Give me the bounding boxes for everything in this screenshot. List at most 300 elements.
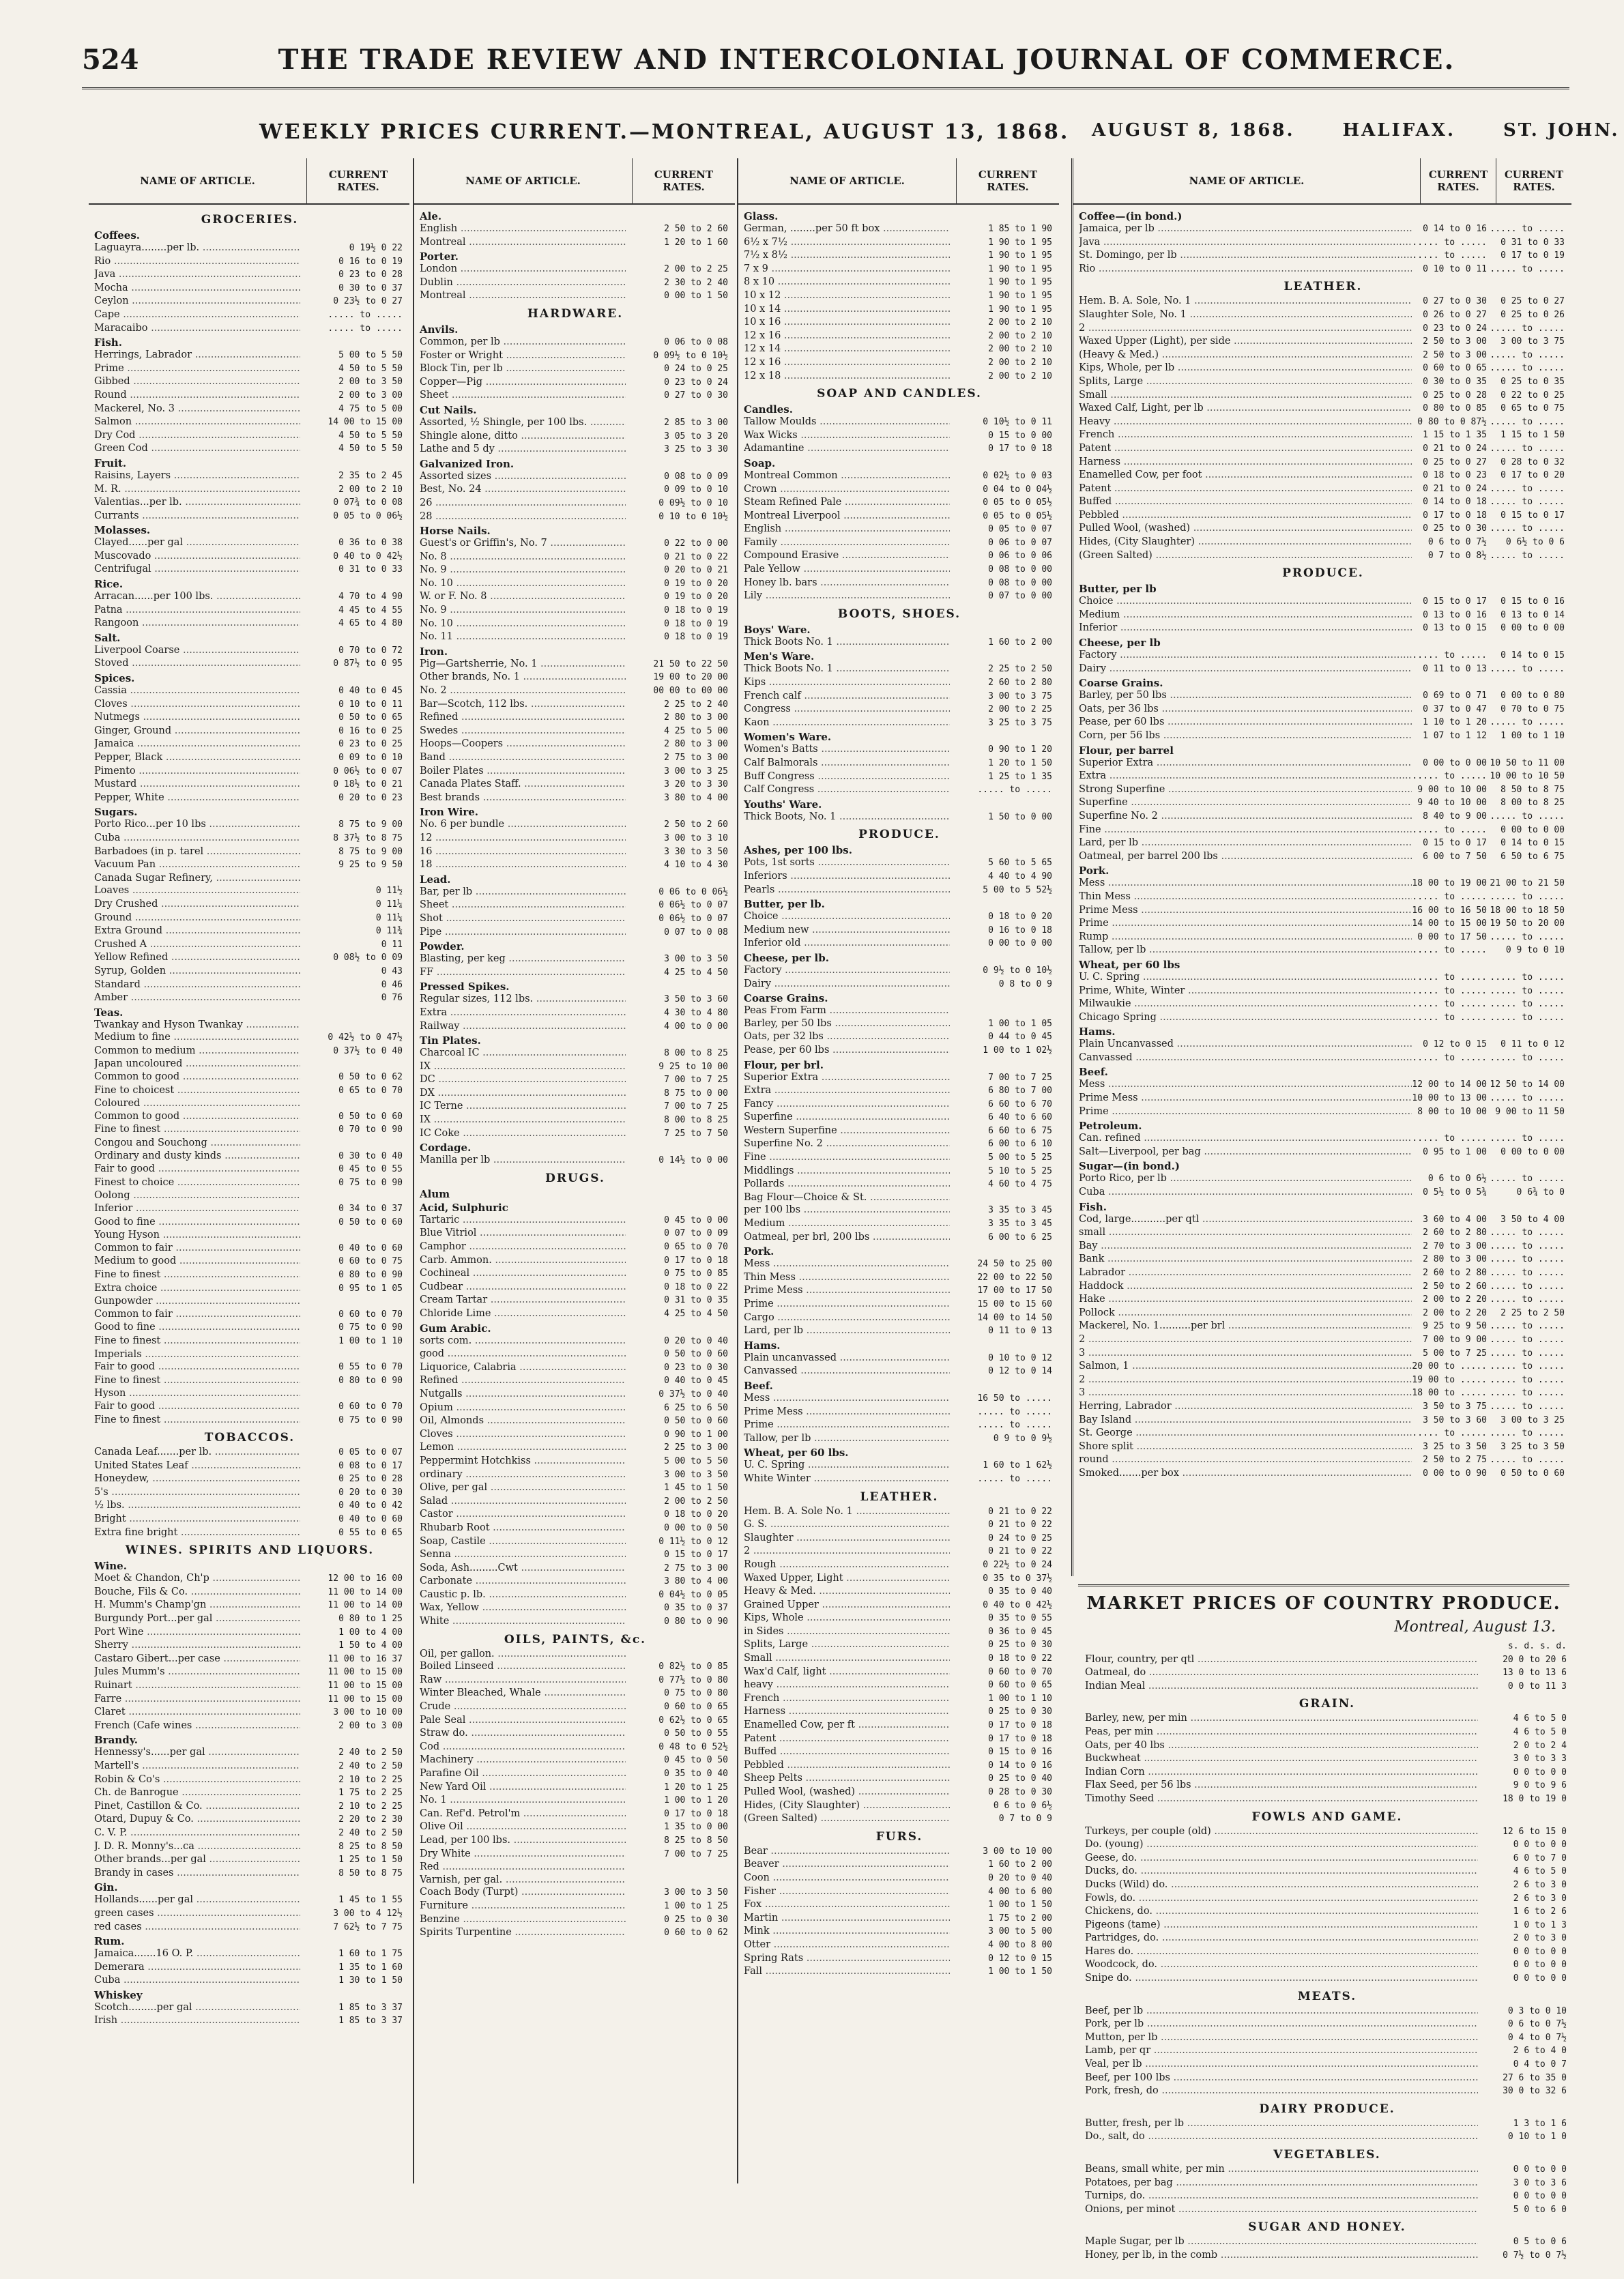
article-name: Shingle alone, ditto ..... [420,430,626,443]
price-row [744,1599,1055,1612]
article-name: Prime Mess ..... [744,1406,950,1419]
article-name: Castor ..... [420,1508,626,1521]
current-rate: 4 60 to 4 75 [988,1179,1052,1190]
stjohn-rate: 0 11 to 0 12 [1500,1039,1565,1050]
price-row [744,870,1055,884]
article-name: Coach Body (Turpt) ..... [420,1886,626,1899]
article-name: 6½ x 7½ ..... [744,236,950,249]
stjohn-rate: 10 00 to 10 50 [1490,771,1565,782]
article-name: Oatmeal, per barrel 200 lbs ..... [1079,850,1412,863]
stjohn-rate: ..... to ..... [1490,985,1565,996]
stjohn-rate: ..... to ..... [1490,523,1565,534]
market-rows [1085,1653,1569,2263]
current-rate: 3 25 to 3 30 [664,444,728,455]
price-row [420,1455,731,1468]
current-rate: 0 90 to 1 00 [664,1429,728,1440]
current-rate: 11 00 to 15 00 [328,1667,403,1678]
article-name: Heavy ..... [1079,416,1412,429]
current-rate: 27 6 to 35 0 [1503,2072,1567,2083]
price-row [1079,349,1567,362]
price-row [94,1282,405,1296]
article-name: Montreal Common ..... [744,469,950,482]
article-name: Bear ..... [744,1845,950,1858]
article-name: Amber ..... [94,991,300,1004]
current-rate: 3 00 to 10 00 [983,1846,1052,1857]
section-heading: SOAP AND CANDLES. [817,387,982,401]
category-heading: Pressed Spikes. [420,981,510,993]
current-rate: 0 9½ to 0 10½ [983,965,1052,976]
article-name: Liverpool Coarse ..... [94,644,300,657]
price-row [94,1800,405,1814]
stjohn-rate: ..... to ..... [1490,1428,1565,1439]
article-name: Thick Boots, No. 1 ..... [744,811,950,824]
current-rate: 2 50 to 2 60 [664,224,728,234]
section-heading: WINES. SPIRITS AND LIQUORS. [125,1543,375,1558]
article-name: Carbonate ..... [420,1575,626,1588]
article-name: Barley, per 50 lbs ..... [1079,689,1412,702]
price-row [94,362,405,376]
current-rate: 0 46 [381,979,403,990]
price-row [744,636,1055,650]
article-name: Assorted sizes ..... [420,470,626,483]
price-row [1079,595,1567,609]
price-row [1079,509,1567,523]
category-heading: Salt. [94,631,121,644]
current-rate: 2 6 to 4 0 [1513,2046,1567,2057]
category-heading: Teas. [94,1006,124,1019]
article-name: Patent ..... [1079,482,1412,495]
price-row [1079,1092,1567,1105]
article-name: 2 ..... [1079,322,1412,335]
price-row [744,663,1055,676]
article-name: 3 ..... [1079,1387,1412,1399]
price-row [744,1165,1055,1178]
price-row [1079,1307,1567,1320]
article-name: Fox ..... [744,1898,950,1911]
article-name: Vacuum Pan ..... [94,858,300,871]
current-rate: 0 05 to 0 07 [988,524,1052,535]
article-name: Fair to good ..... [94,1400,300,1413]
section-heading: LEATHER. [1284,280,1363,294]
current-rate: 4 50 to 5 50 [338,444,403,454]
current-rate: 4 10 to 4 30 [664,860,728,871]
price-row [744,1745,1055,1759]
price-row [1085,2117,1569,2131]
article-name: Varnish, per gal. ..... [420,1874,626,1887]
price-row [1079,985,1567,998]
current-rate: ..... to ..... [977,1420,1052,1431]
price-row [1079,1253,1567,1266]
current-rate: 2 40 to 2 50 [338,1827,403,1838]
price-row [1079,1280,1567,1294]
current-rate: 0 07 to 0 08 [664,927,728,938]
article-name: Soda, Ash.........Cwt ..... [420,1562,626,1575]
stjohn-rate: 9 00 to 11 50 [1495,1106,1565,1117]
halifax-rate: 0 25 to 0 30 [1423,523,1487,534]
category-heading: Boys' Ware. [744,623,811,636]
current-rate: 2 25 to 2 50 [988,664,1052,675]
price-row [744,249,1055,263]
price-row [1079,1240,1567,1253]
category-heading: Soap. [744,456,776,469]
current-rate: 0 23 to 0 28 [338,270,403,280]
current-rate: 0 14 to 0 16 [988,1760,1052,1771]
price-row [744,1532,1055,1545]
price-row [1079,495,1567,509]
current-rate: 0 11¾ [375,926,403,937]
stjohn-rate: ..... to ..... [1490,1133,1565,1144]
article-name: Crushed A ..... [94,938,300,951]
stjohn-rate: ..... to ..... [1490,349,1565,360]
price-row [94,912,405,925]
article-name: Block Tin, per lb ..... [420,362,626,375]
price-row [420,483,731,497]
section-heading: DRUGS. [545,1171,605,1185]
price-row [420,1100,731,1114]
article-name: Jamaica ..... [94,738,300,751]
current-rate: 0 90 to 1 20 [988,744,1052,755]
article-name: No. 9 ..... [420,604,626,617]
current-rate: 6 60 to 6 75 [988,1125,1052,1136]
current-rate: 11 00 to 15 00 [328,1681,403,1691]
price-row [94,563,405,577]
article-name: Barley, per 50 lbs ..... [744,1017,950,1030]
article-name: Cassia ..... [94,684,300,697]
current-rate: 2 00 to 2 25 [988,704,1052,715]
column-header [1073,158,1571,205]
article-name: Claret ..... [94,1706,300,1719]
halifax-rate: 1 10 to 1 20 [1423,717,1487,728]
current-rate: 30 0 to 32 6 [1503,2086,1567,2097]
current-rate: 0 24 to 0 25 [988,1533,1052,1543]
stjohn-rate: 0 00 to 0 00 [1500,824,1565,835]
article-name: Benzine ..... [420,1913,626,1926]
column-1-rows [89,205,409,2028]
price-row [94,590,405,604]
price-row [744,1017,1055,1031]
article-name: Dublin ..... [420,276,626,289]
current-rate: 0 28 to 0 30 [988,1787,1052,1797]
current-rate: ..... to ..... [977,1473,1052,1484]
halifax-label: HALIFAX. [1342,120,1456,141]
price-row [744,1098,1055,1112]
halifax-rate: 0 5½ to 0 5¾ [1423,1187,1487,1198]
price-row [420,845,731,859]
price-row [744,1124,1055,1138]
category-heading: Iron Wire. [420,806,479,819]
price-row [94,1961,405,1975]
current-rate: 0 05 to 0 07 [338,1447,403,1458]
price-row [744,1732,1055,1746]
halifax-rate: ..... to ..... [1412,1133,1487,1144]
current-rate: 0 06½ to 0 07 [658,913,728,924]
price-row [1079,375,1567,389]
price-row [94,1907,405,1921]
halifax-rate: 2 60 to 2 80 [1423,1268,1487,1278]
category-heading: Candles. [744,403,793,416]
price-row [94,1572,405,1586]
current-rate: 0 37½ to 0 40 [658,1389,728,1399]
price-row [420,725,731,738]
current-rate: 4 25 to 4 50 [664,967,728,978]
article-name: Lamb, per qr ..... [1085,2044,1478,2057]
price-row [1085,1766,1569,1780]
current-rate: 0 0 to 0 0 [1513,1960,1567,1971]
article-name: Adamantine ..... [744,442,950,455]
price-row [94,711,405,725]
price-row [94,1123,405,1137]
current-rate: 3 80 to 4 00 [664,1576,728,1587]
stjohn-rate: ..... to ..... [1490,550,1565,561]
category-heading: Ale. [420,210,442,222]
current-rate: 0 75 to 0 90 [338,1177,403,1188]
price-row [94,1110,405,1124]
article-name: Other brands, No. 1 ..... [420,671,626,684]
article-name: Extra ..... [420,1006,626,1019]
halifax-rate: 0 25 to 0 27 [1423,456,1487,467]
current-rate: 2 00 to 2 10 [988,317,1052,328]
article-name: Pease, per 60 lbs ..... [744,1044,950,1057]
current-rate: 3 00 to 3 75 [988,691,1052,701]
halifax-rate: ..... to ..... [1412,250,1487,261]
article-name: Tallow, per lb ..... [1079,944,1412,957]
article-name: Butter, fresh, per lb ..... [1085,2117,1478,2130]
price-row [420,1087,731,1101]
current-rate: 0 21 to 0 22 [664,551,728,562]
price-row [744,1759,1055,1773]
halifax-rate: 0 21 to 0 24 [1423,483,1487,494]
rate-header: CURRENT RATES. [632,158,735,203]
article-name: Rangoon ..... [94,617,300,630]
article-name: Pollock ..... [1079,1307,1412,1320]
article-name: Cod ..... [420,1741,626,1754]
price-row [744,1786,1055,1799]
article-name: 12 x 16 ..... [744,330,950,343]
article-name: Lathe and 5 dy ..... [420,443,626,456]
price-row [420,1114,731,1127]
price-row [94,550,405,564]
article-name: Extra fine bright ..... [94,1526,300,1539]
article-name: Best, No. 24 ..... [420,483,626,496]
section-heading: VEGETABLES. [1273,2148,1381,2162]
stjohn-rate: ..... to ..... [1490,483,1565,494]
price-row [94,898,405,912]
current-rate: 0 60 to 0 65 [664,1702,728,1713]
article-name: Medium new ..... [744,924,950,937]
stjohn-rate: 12 50 to 14 00 [1490,1079,1565,1090]
price-row [94,698,405,712]
article-name: Mutton, per lb ..... [1085,2031,1478,2044]
current-rate: 0 55 to 0 70 [338,1362,403,1373]
stjohn-rate: 0 25 to 0 35 [1500,376,1565,387]
current-rate: 0 0 to 0 0 [1513,2191,1567,2202]
current-rate: 0 30 to 0 37 [338,282,403,293]
article-name: Jules Mumm's ..... [94,1666,300,1679]
price-row [94,1786,405,1800]
price-row [1079,944,1567,957]
price-row [1079,1467,1567,1481]
article-name: Nutgalls ..... [420,1388,626,1401]
article-name: Kips ..... [744,676,950,689]
stjohn-rate: 0 14 to 0 15 [1500,650,1565,661]
current-rate: 2 40 to 2 50 [338,1760,403,1771]
category-heading: Lead. [420,873,451,886]
current-rate: 0 15 to 0 17 [664,1550,728,1561]
price-row [94,1058,405,1071]
article-name: Finest to choice ..... [94,1176,300,1189]
price-row [94,1308,405,1322]
halifax-rate: 12 00 to 14 00 [1412,1079,1487,1090]
price-row [94,1019,405,1032]
category-heading: Acid, Sulphuric [420,1201,508,1214]
article-name: Indian Corn ..... [1085,1766,1478,1779]
current-rate: 0 07¾ to 0 08 [333,497,403,508]
article-name: good ..... [420,1348,626,1361]
stjohn-rate: 0 15 to 0 17 [1500,510,1565,521]
price-column-3 [737,158,1059,2183]
article-name: Indian Meal ..... [1085,1680,1478,1693]
category-heading: Coffees. [94,229,141,242]
rate-header: CURRENT RATES. [956,158,1059,203]
current-rate: 0 0 to 0 0 [1513,1973,1567,1984]
stjohn-rate: 0 6¾ to 0 [1516,1187,1565,1198]
price-row [420,1047,731,1060]
current-rate: 0 4 to 0 7 [1513,2059,1567,2070]
current-rate: 2 40 to 2 50 [338,1747,403,1758]
halifax-rate: 0 00 to 17 50 [1417,931,1487,942]
price-row [1085,2072,1569,2085]
price-row [744,536,1055,550]
montreal-table-title: WEEKLY PRICES CURRENT.—MONTREAL, AUGUST 13, 1868. [259,120,1070,144]
price-row [420,336,731,349]
article-name: Turkeys, per couple (old) ..... [1085,1825,1478,1838]
current-rate: 3 30 to 3 50 [664,846,728,857]
article-name: London ..... [420,263,626,276]
price-row [94,978,405,992]
price-row [420,551,731,564]
article-name: Imperials ..... [94,1348,300,1361]
price-row [94,1295,405,1308]
halifax-rate: ..... to ..... [1412,1428,1487,1439]
price-row [744,289,1055,303]
article-name: Ducks (Wild) do. ..... [1085,1878,1478,1891]
price-row [744,1705,1055,1719]
price-row [1085,1680,1569,1694]
price-row [94,242,405,255]
current-rate: 0 06 to 0 06 [988,551,1052,562]
article-name: Band ..... [420,751,626,764]
price-row [1079,249,1567,263]
category-heading: Spices. [94,672,135,685]
current-rate: 4 65 to 4 80 [338,618,403,629]
article-name: 2 ..... [1079,1374,1412,1387]
current-rate: 17 00 to 17 50 [977,1286,1052,1296]
article-name: Red ..... [420,1861,626,1874]
halifax-rate: 19 00 to ..... [1412,1374,1487,1385]
category-heading: Coarse Grains. [1079,677,1163,690]
current-rate: 0 23 to 0 30 [664,1362,728,1373]
price-row [94,832,405,845]
article-name: Martell's ..... [94,1760,300,1773]
price-row [94,617,405,630]
price-row [1079,1347,1567,1361]
price-row [94,375,405,389]
article-name: Steam Refined Pale ..... [744,496,950,509]
price-row [420,1808,731,1821]
price-row [94,872,405,885]
article-name: Spring Rats ..... [744,1952,950,1965]
price-row [1079,796,1567,810]
halifax-rate: ..... to ..... [1412,771,1487,782]
price-row [1079,904,1567,918]
stjohn-rate: ..... to ..... [1490,931,1565,942]
stjohn-rate: 0 9 to 0 10 [1505,945,1565,956]
section-heading: FOWLS AND GAME. [1251,1810,1403,1824]
article-name: Calf Balmorals ..... [744,757,950,770]
current-rate: 1 00 to 1 50 [988,1900,1052,1911]
article-name: Slaughter Sole, No. 1 ..... [1079,308,1412,321]
halifax-rate: 2 60 to 2 80 [1423,1228,1487,1238]
category-heading: Women's Ware. [744,731,832,744]
current-rate: 19 00 to 20 00 [653,672,728,683]
current-rate: 9 25 to 10 00 [658,1061,728,1072]
stjohn-rate: 0 15 to 0 16 [1500,596,1565,607]
current-rate: 0 0 to 0 0 [1513,1840,1567,1850]
article-name: Dry Crushed ..... [94,898,300,911]
current-rate: 1 20 to 1 60 [664,237,728,248]
stjohn-rate: 0 50 to 0 60 [1500,1468,1565,1479]
current-rate: 14 00 to 14 50 [977,1312,1052,1323]
article-name: Gibbed ..... [94,375,300,388]
price-row [744,1898,1055,1912]
section-heading: BOOTS, SHOES. [837,607,961,621]
price-row [1079,335,1567,349]
article-name: Pale Seal ..... [420,1714,626,1727]
article-name: Pollards ..... [744,1178,950,1191]
category-heading: Glass. [744,210,779,222]
article-name: Superfine No. 2 ..... [1079,810,1412,823]
price-row [420,1441,731,1455]
article-name: Dry Cod ..... [94,429,300,442]
article-name: Chicago Spring ..... [1079,1011,1412,1024]
current-rate: 0 00 to 0 50 [664,1522,728,1533]
current-rate: 2 75 to 3 00 [664,753,728,763]
price-row [1085,2249,1569,2263]
price-row [420,564,731,577]
price-row [744,590,1055,603]
article-name: Family ..... [744,536,950,549]
price-row [420,738,731,751]
article-name: Lead, per 100 lbs. ..... [420,1834,626,1847]
current-rate: ..... to ..... [328,323,403,334]
stjohn-rate: ..... to ..... [1490,1281,1565,1292]
stjohn-rate: 1 00 to 1 10 [1500,731,1565,741]
current-rate: 0 37½ to 0 40 [333,1045,403,1056]
current-rate: 0 34 to 0 37 [338,1204,403,1214]
price-row [744,343,1055,356]
price-row [420,1588,731,1602]
price-row [744,1912,1055,1926]
price-row [1079,469,1567,482]
article-name: Prime ..... [744,1419,950,1432]
halifax-rate: 3 60 to 4 00 [1423,1214,1487,1225]
article-name: Otter ..... [744,1939,950,1951]
article-name: Cream Tartar ..... [420,1294,626,1307]
article-name: St. Domingo, per lb ..... [1079,249,1412,262]
stjohn-rate: 3 00 to 3 75 [1500,336,1565,347]
price-row [1079,442,1567,456]
article-name: Pepper, Black ..... [94,751,300,764]
